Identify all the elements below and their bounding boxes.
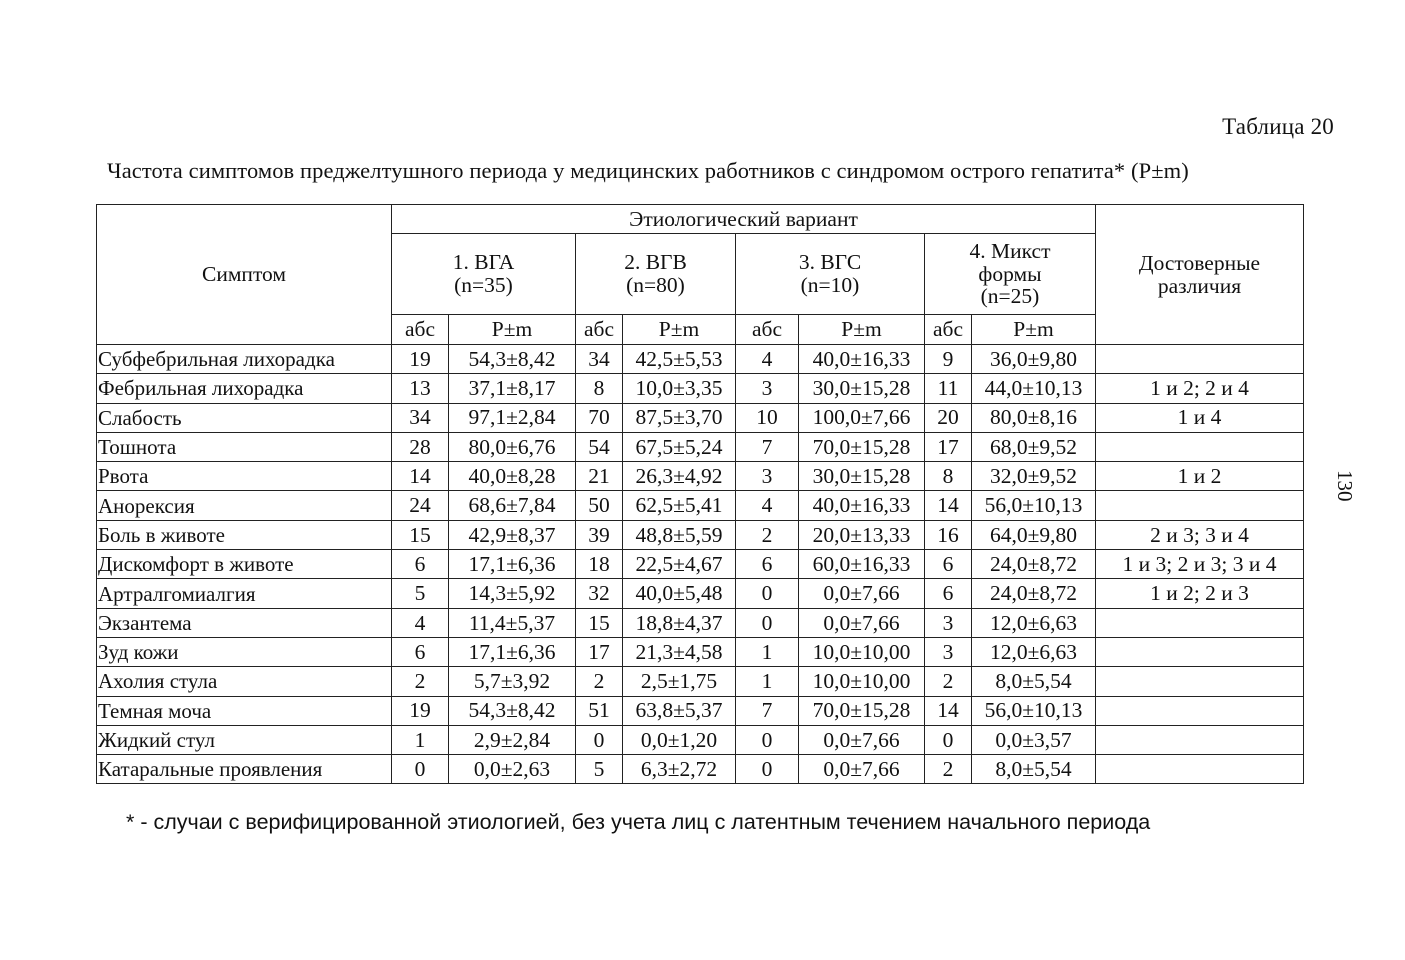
abs-cell: 11 — [925, 374, 972, 403]
table-row — [97, 637, 1304, 666]
abs-cell: 0 — [736, 725, 799, 754]
difference-cell — [1096, 667, 1304, 696]
pm-cell: 44,0±10,13 — [972, 374, 1096, 403]
pm-cell: 37,1±8,17 — [449, 374, 576, 403]
pm-column-header: P±m — [623, 315, 736, 345]
pm-cell: 68,0±9,52 — [972, 432, 1096, 461]
group-header-1 — [392, 234, 576, 315]
footnote: * - случаи с верифицированной этиологией, без учета лиц с латентным течением начального периода — [126, 810, 1151, 834]
difference-cell — [1096, 755, 1304, 784]
abs-cell: 17 — [925, 432, 972, 461]
abs-column-header: абс — [576, 315, 623, 345]
abs-cell: 4 — [392, 608, 449, 637]
pm-cell: 20,0±13,33 — [799, 520, 925, 549]
abs-cell: 19 — [392, 345, 449, 374]
difference-cell — [1096, 491, 1304, 520]
abs-cell: 5 — [392, 579, 449, 608]
pm-cell: 40,0±16,33 — [799, 345, 925, 374]
pm-cell: 0,0±7,66 — [799, 608, 925, 637]
abs-cell: 3 — [736, 374, 799, 403]
abs-cell: 0 — [736, 608, 799, 637]
abs-cell: 34 — [392, 403, 449, 432]
significant-differences-header: Достоверные различия — [1096, 205, 1304, 345]
table-row — [97, 432, 1304, 461]
pm-cell: 67,5±5,24 — [623, 432, 736, 461]
symptom-cell: Анорексия — [97, 491, 392, 520]
abs-cell: 3 — [925, 608, 972, 637]
pm-cell: 56,0±10,13 — [972, 491, 1096, 520]
pm-cell: 30,0±15,28 — [799, 462, 925, 491]
pm-cell: 42,9±8,37 — [449, 520, 576, 549]
abs-cell: 7 — [736, 432, 799, 461]
table-label: Таблица 20 — [1222, 114, 1334, 139]
symptom-cell: Темная моча — [97, 696, 392, 725]
difference-cell — [1096, 696, 1304, 725]
abs-cell: 4 — [736, 491, 799, 520]
symptom-cell: Экзантема — [97, 608, 392, 637]
table-row — [97, 696, 1304, 725]
pm-cell: 54,3±8,42 — [449, 345, 576, 374]
difference-cell: 1 и 2; 2 и 4 — [1096, 374, 1304, 403]
pm-cell: 17,1±6,36 — [449, 550, 576, 579]
pm-cell: 62,5±5,41 — [623, 491, 736, 520]
pm-cell: 2,9±2,84 — [449, 725, 576, 754]
abs-cell: 16 — [925, 520, 972, 549]
pm-cell: 8,0±5,54 — [972, 755, 1096, 784]
group-header-line: 3. ВГС — [798, 250, 862, 275]
table-row — [97, 345, 1304, 374]
group-header-line: (n=25) — [980, 284, 1040, 309]
pm-cell: 40,0±8,28 — [449, 462, 576, 491]
group-header-4 — [925, 234, 1096, 315]
pm-cell: 87,5±3,70 — [623, 403, 736, 432]
abs-cell: 1 — [736, 637, 799, 666]
pm-cell: 11,4±5,37 — [449, 608, 576, 637]
abs-cell: 3 — [925, 637, 972, 666]
symptom-cell: Тошнота — [97, 432, 392, 461]
pm-cell: 97,1±2,84 — [449, 403, 576, 432]
abs-cell: 14 — [925, 696, 972, 725]
abs-cell: 2 — [576, 667, 623, 696]
pm-cell: 0,0±7,66 — [799, 725, 925, 754]
abs-cell: 39 — [576, 520, 623, 549]
pm-cell: 0,0±2,63 — [449, 755, 576, 784]
pm-cell: 42,5±5,53 — [623, 345, 736, 374]
abs-cell: 6 — [392, 637, 449, 666]
abs-column-header: абс — [392, 315, 449, 345]
symptom-cell: Слабость — [97, 403, 392, 432]
pm-cell: 10,0±10,00 — [799, 637, 925, 666]
table-row — [97, 491, 1304, 520]
abs-cell: 17 — [576, 637, 623, 666]
pm-cell: 36,0±9,80 — [972, 345, 1096, 374]
abs-cell: 10 — [736, 403, 799, 432]
difference-cell: 1 и 3; 2 и 3; 3 и 4 — [1096, 550, 1304, 579]
pm-cell: 100,0±7,66 — [799, 403, 925, 432]
difference-cell — [1096, 608, 1304, 637]
symptom-frequency-table — [96, 204, 1304, 784]
pm-cell: 32,0±9,52 — [972, 462, 1096, 491]
difference-cell: 1 и 2; 2 и 3 — [1096, 579, 1304, 608]
pm-column-header: P±m — [449, 315, 576, 345]
abs-cell: 6 — [736, 550, 799, 579]
pm-cell: 0,0±3,57 — [972, 725, 1096, 754]
abs-cell: 6 — [925, 550, 972, 579]
pm-cell: 0,0±7,66 — [799, 579, 925, 608]
table-row — [97, 550, 1304, 579]
difference-cell — [1096, 432, 1304, 461]
pm-cell: 6,3±2,72 — [623, 755, 736, 784]
abs-cell: 24 — [392, 491, 449, 520]
abs-cell: 2 — [736, 520, 799, 549]
abs-cell: 32 — [576, 579, 623, 608]
group-header-line: (n=35) — [454, 273, 513, 297]
pm-column-header: P±m — [799, 315, 925, 345]
pm-cell: 24,0±8,72 — [972, 550, 1096, 579]
pm-cell: 12,0±6,63 — [972, 637, 1096, 666]
abs-cell: 2 — [925, 667, 972, 696]
abs-cell: 1 — [736, 667, 799, 696]
pm-cell: 17,1±6,36 — [449, 637, 576, 666]
abs-column-header: абс — [736, 315, 799, 345]
group-header-line: формы — [978, 261, 1042, 286]
pm-cell: 30,0±15,28 — [799, 374, 925, 403]
abs-cell: 0 — [736, 579, 799, 608]
symptom-cell: Дискомфорт в животе — [97, 550, 392, 579]
abs-cell: 0 — [576, 725, 623, 754]
table-row — [97, 755, 1304, 784]
group-header-2 — [576, 234, 736, 315]
abs-cell: 4 — [736, 345, 799, 374]
abs-cell: 14 — [925, 491, 972, 520]
group-header-line: 2. ВГВ — [624, 250, 687, 275]
pm-cell: 0,0±1,20 — [623, 725, 736, 754]
difference-cell: 2 и 3; 3 и 4 — [1096, 520, 1304, 549]
pm-cell: 10,0±10,00 — [799, 667, 925, 696]
etiology-header: Этиологический вариант — [392, 205, 1096, 234]
pm-column-header: P±m — [972, 315, 1096, 345]
abs-cell: 2 — [392, 667, 449, 696]
group-header-line: 1. ВГА — [452, 250, 515, 275]
abs-cell: 21 — [576, 462, 623, 491]
table-row — [97, 725, 1304, 754]
difference-cell: 1 и 2 — [1096, 462, 1304, 491]
table-row — [97, 374, 1304, 403]
abs-cell: 0 — [392, 755, 449, 784]
group-header-3 — [736, 234, 925, 315]
abs-cell: 9 — [925, 345, 972, 374]
difference-cell — [1096, 345, 1304, 374]
pm-cell: 40,0±5,48 — [623, 579, 736, 608]
table-row — [97, 403, 1304, 432]
abs-cell: 1 — [392, 725, 449, 754]
abs-cell: 34 — [576, 345, 623, 374]
pm-cell: 21,3±4,58 — [623, 637, 736, 666]
difference-cell: 1 и 4 — [1096, 403, 1304, 432]
symptom-header: Симптом — [97, 205, 392, 345]
symptom-cell: Зуд кожи — [97, 637, 392, 666]
abs-cell: 7 — [736, 696, 799, 725]
group-header-line: (n=80) — [626, 273, 685, 297]
symptom-cell: Ахолия стула — [97, 667, 392, 696]
table-row — [97, 667, 1304, 696]
abs-cell: 54 — [576, 432, 623, 461]
abs-cell: 28 — [392, 432, 449, 461]
pm-cell: 56,0±10,13 — [972, 696, 1096, 725]
abs-cell: 3 — [736, 462, 799, 491]
pm-cell: 10,0±3,35 — [623, 374, 736, 403]
pm-cell: 64,0±9,80 — [972, 520, 1096, 549]
group-header-line: (n=10) — [800, 273, 860, 297]
pm-cell: 60,0±16,33 — [799, 550, 925, 579]
pm-cell: 26,3±4,92 — [623, 462, 736, 491]
abs-cell: 8 — [925, 462, 972, 491]
abs-cell: 50 — [576, 491, 623, 520]
symptom-cell: Артралгомиалгия — [97, 579, 392, 608]
table-caption: Частота симптомов преджелтушного периода у медицинских работников с синдромом острого гепатита* (P±m) — [107, 158, 1189, 183]
abs-cell: 15 — [392, 520, 449, 549]
pm-cell: 2,5±1,75 — [623, 667, 736, 696]
table-row — [97, 520, 1304, 549]
symptom-cell: Боль в животе — [97, 520, 392, 549]
abs-cell: 19 — [392, 696, 449, 725]
pm-cell: 5,7±3,92 — [449, 667, 576, 696]
abs-cell: 51 — [576, 696, 623, 725]
pm-cell: 70,0±15,28 — [799, 432, 925, 461]
pm-cell: 80,0±6,76 — [449, 432, 576, 461]
pm-cell: 40,0±16,33 — [799, 491, 925, 520]
abs-cell: 15 — [576, 608, 623, 637]
pm-cell: 48,8±5,59 — [623, 520, 736, 549]
table-row — [97, 462, 1304, 491]
abs-cell: 70 — [576, 403, 623, 432]
pm-cell: 0,0±7,66 — [799, 755, 925, 784]
abs-column-header: абс — [925, 315, 972, 345]
abs-cell: 18 — [576, 550, 623, 579]
symptom-cell: Субфебрильная лихорадка — [97, 345, 392, 374]
page-number: 130 — [1333, 470, 1357, 502]
abs-cell: 0 — [736, 755, 799, 784]
pm-cell: 80,0±8,16 — [972, 403, 1096, 432]
table-row — [97, 608, 1304, 637]
abs-cell: 2 — [925, 755, 972, 784]
abs-cell: 20 — [925, 403, 972, 432]
abs-cell: 8 — [576, 374, 623, 403]
pm-cell: 24,0±8,72 — [972, 579, 1096, 608]
symptom-cell: Рвота — [97, 462, 392, 491]
symptom-cell: Жидкий стул — [97, 725, 392, 754]
pm-cell: 54,3±8,42 — [449, 696, 576, 725]
pm-cell: 70,0±15,28 — [799, 696, 925, 725]
abs-cell: 5 — [576, 755, 623, 784]
abs-cell: 14 — [392, 462, 449, 491]
abs-cell: 13 — [392, 374, 449, 403]
difference-cell — [1096, 725, 1304, 754]
pm-cell: 63,8±5,37 — [623, 696, 736, 725]
symptom-cell: Фебрильная лихорадка — [97, 374, 392, 403]
difference-cell — [1096, 637, 1304, 666]
abs-cell: 0 — [925, 725, 972, 754]
pm-cell: 12,0±6,63 — [972, 608, 1096, 637]
group-header-line: 4. Микст — [969, 239, 1051, 264]
pm-cell: 18,8±4,37 — [623, 608, 736, 637]
pm-cell: 68,6±7,84 — [449, 491, 576, 520]
pm-cell: 14,3±5,92 — [449, 579, 576, 608]
pm-cell: 22,5±4,67 — [623, 550, 736, 579]
symptom-cell: Катаральные проявления — [97, 755, 392, 784]
table-row — [97, 579, 1304, 608]
abs-cell: 6 — [925, 579, 972, 608]
pm-cell: 8,0±5,54 — [972, 667, 1096, 696]
abs-cell: 6 — [392, 550, 449, 579]
